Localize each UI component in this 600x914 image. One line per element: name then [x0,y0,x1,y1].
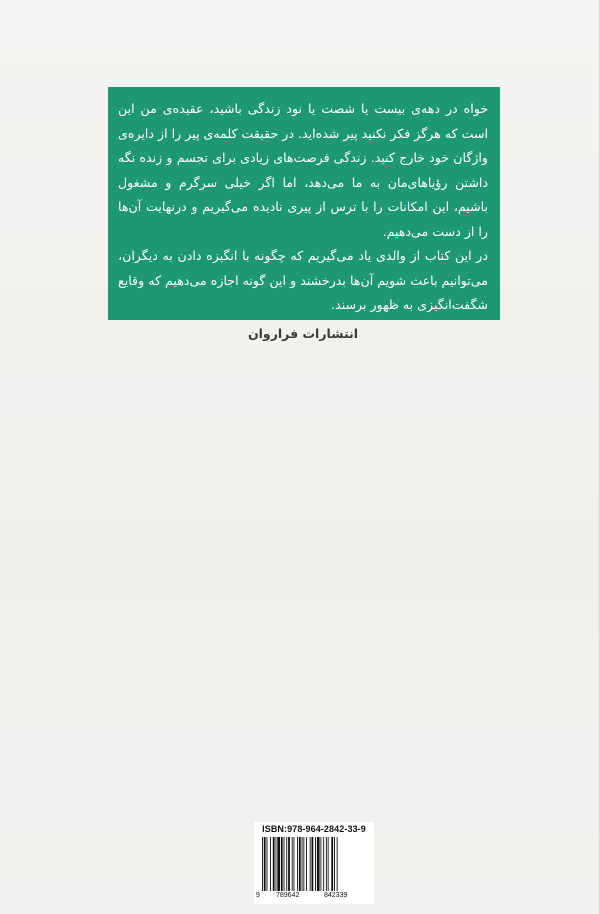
barcode-bar [273,837,275,891]
barcode-bar [276,837,277,891]
barcode-bar [315,837,316,891]
blurb-box [108,87,500,320]
barcode-bar [264,837,266,891]
barcode-bar [303,837,304,891]
barcode-icon [262,837,368,891]
barcode-digits-left: 789642 [276,892,300,899]
barcode-bar [321,837,322,891]
barcode-bar [277,837,280,891]
blurb-paragraph-1: خواه در دهه‌ی بیست یا شصت یا نود زندگی باشید، عقیده‌ی من این است که هرگز فکر نکنید پیر شده‌اید. در حقیقت کلمه‌ی پیر را از دایره‌ی واژگان خود خارج کنید. زندگی فرصت‌های زیادی برای تجسم و زنده نگه داشتن رؤیاهای‌مان به ما می‌دهد، اما اگر خیلی سرگرم و مشغول باشیم، این امکانات را با ترس از پیری نادیده می‌گیریم و درنهایت آن‌ها را از دست می‌دهیم. [118,101,488,239]
publisher-name: انتشارات فراروان [247,326,359,341]
barcode-digit-first: 9 [256,892,260,899]
barcode-bar [262,837,263,891]
barcode-bar [328,837,329,891]
barcode-bar [267,837,268,891]
barcode-digits-right: 842339 [324,892,348,899]
barcode-bar [331,837,333,891]
barcode-bar [284,837,285,891]
barcode-bar [317,837,320,891]
barcode-bar [286,837,287,891]
blurb-text [118,97,488,318]
barcode-bar [337,837,338,891]
barcode-bar [302,837,303,891]
barcode-bar [312,837,314,891]
barcode-bar [310,837,311,891]
blurb-paragraph-2: در این کتاب از والدی یاد می‌گیریم که چگونه با انگیزه دادن به دیگران، می‌توانیم باعث شویم آن‌ها بدرخشند و این گونه اجازه می‌دهیم که وقایع شگفت‌انگیزی به ظهور برسند. [118,248,488,312]
barcode-bar [326,837,327,891]
isbn-label: ISBN:978-964-2842-33-9 [262,824,366,834]
barcode-bar [270,837,271,891]
barcode-bar [288,837,290,891]
barcode-bar [281,837,283,891]
barcode-bar [299,837,301,891]
barcode-numbers [254,892,374,904]
barcode-bar [294,837,295,891]
barcode-bar [334,837,335,891]
isbn-barcode-block [254,822,374,904]
barcode-bar [292,837,293,891]
barcode-bar [323,837,324,891]
barcode-bar [297,837,298,891]
barcode-bar [306,837,307,891]
